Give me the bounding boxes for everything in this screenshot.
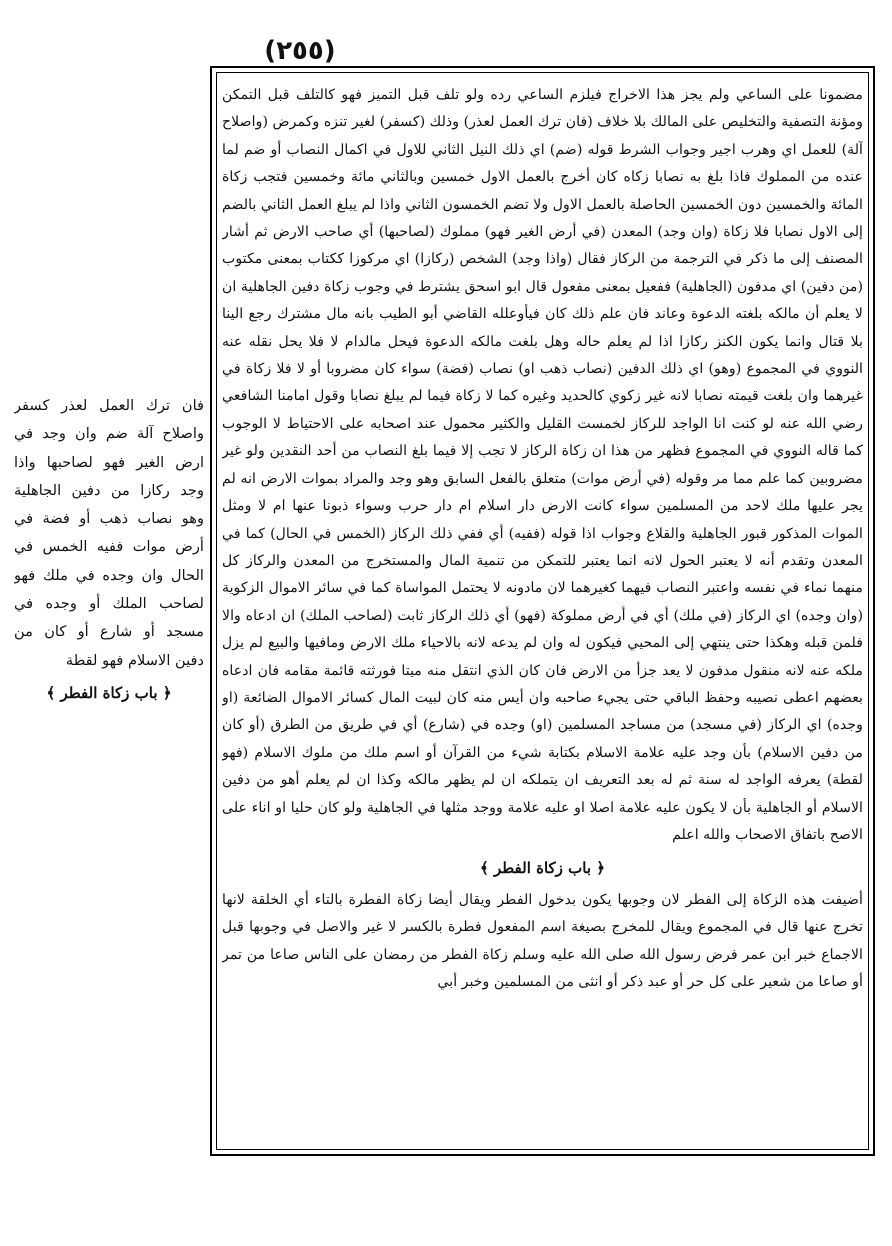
chapter-heading: ﴿ باب زكاة الفطر ﴾ [479, 859, 606, 878]
margin-note [14, 392, 204, 707]
page-number: (٢٥٥) [264, 36, 336, 66]
margin-note-text: فان ترك العمل لعذر كسفر واصلاح آلة ضم وان وجد في ارض الغير فهو لصاحبها واذا وجد ركازا من دفين الجاهلية وهو نصاب ذهب أو فضة في أرض موات ففيه الخمس في الحال وان وجده في ملك فهو لصاحب الملك أو وجده في مسجد أو شارع أو كان من دفين الاسلام فهو لقطة [14, 397, 204, 669]
main-paragraph-2: أضيفت هذه الزكاة إلى الفطر لان وجوبها يكون بدخول الفطر ويقال أيضا زكاة الفطرة بالتاء أي الخلقة لانها تخرج عنها قال في المجموع ويقال للمخرج بصيغة اسم المفعول فطرة بالكسر لا غير والاصل في وجوبها قبل الاجماع خبر ابن عمر فرض رسول الله صلى الله عليه وسلم زكاة الفطر من رمضان على الناس صاعا من تمر أو صاعا من شعير على كل حر أو عبد ذكر أو انثى من المسلمين وخبر أبي [222, 891, 863, 990]
main-text-body [222, 82, 863, 1144]
main-paragraph-1: مضمونا على الساعي ولم يجز هذا الاخراج فيلزم الساعي رده ولو تلف قبل التميز فهو كالتلف قبل التمكن ومؤنة التصفية والتخليص على المالك بلا خلاف (فان ترك العمل لعذر) وذلك (كسفر) لغير تنزه وكمرض (واصلاح آلة) للعمل اي وهرب اجير وجواب الشرط قوله (ضم) اي ذلك النيل الثاني للاول في اكمال النصاب أو ضم لما عنده من المملوك فاذا بلغ به نصابا زكاه كان أخرج بالعمل الاول خمسين وبالثاني مائة وخمسين فتجب زكاة المائة والخمسين دون الخمسين الحاصلة بالعمل الاول ولا تضم الخمسون الثاني واذا لم يبلغ العمل الثاني بالضم إلى الاول نصابا فلا زكاة (وان وجد) المعدن (في أرض الغير فهو) مملوك (لصاحبها) أي صاحب الارض ثم أشار المصنف إلى ما ذكر في الترجمة من الركاز فقال (واذا وجد) الشخص (ركازا) اي مركوزا ككتاب بمعنى مكتوب (من دفين) اي مدفون (الجاهلية) ففعيل بمعنى مفعول قال ابو اسحق يشترط في وجوب زكاة دفين الجاهلية ان لا يعلم أن مالكه بلغته الدعوة وعاند فان علم ذلك كان فيأوعلله القاضي أبو الطيب بانه مال مشترك رجع الينا بلا قتال وانما يكون الكنز ركازا اذا لم يعلم حاله وهل بلغت مالكه الدعوة فيحل مالدام لا فلا يحل نقله عنه النووي في المجموع (وهو) اي ذلك الدفين (نصاب ذهب او) نصاب (فضة) سواء كان مضروبا أو لا فلا زكاة في غيرهما وان بلغت قيمته نصابا لانه غير زكوي كالحديد وغيره كما لا زكاة فيما لم يبلغ نصابا وقول امامنا الشافعي رضي الله عنه لو كنت انا الواجد للركاز لخمست القليل والكثير محمول عند اصحابه على الاحتياط لا الوجوب كما قاله النووي في المجموع فظهر من هذا ان زكاة الركاز لا تجب إلا فيما بلغ النصاب من أحد النقدين ولو غير مضروبين كما علم مما مر وقوله (في أرض موات) متعلق بالفعل السابق وهو وجد والمراد بموات الارض انه لم يجر عليها ملك لاحد من المسلمين سواء كانت الارض دار اسلام ام دار حرب وسواء ذبونا عنها ام لا ومثل الموات المذكور قبور الجاهلية والقلاع وجواب اذا قوله (ففيه) أي ففي ذلك الركاز (الخمس في الحال) كما في المعدن وتقدم أنه لا يعتبر الحول لانه انما يعتبر للتمكن من تنمية المال والمستخرج من المعدن والركاز كل منهما نماء في نفسه واعتبر النصاب فيهما كغيرهما لان مادونه لا يحتمل المواساة كما في سائر الاموال الزكوية (وان وجده) اي الركاز (في ملك) أي في أرض مملوكة (فهو) أي ذلك الركاز ثابت (لصاحب الملك) ان ادعاه والا فلمن قبله وهكذا حتى ينتهي إلى المحيي فيكون له وان لم يدعه لانه بالاحياء ملك الارض ومافيها والبيع لم يزل ملكه عنه لانه منقول مدفون لا يعد جزأ من الارض فان كان الذي انتقل منه ميتا فورثته قائمة مقامه فان ادعاه بعضهم اعطى نصيبه وحفظ الباقي حتى يجيء صاحبه وان أيس منه كان لبيت المال كسائر الاموال الضائعة (او وجده) اي الركاز (في مسجد) من مساجد المسلمين (او) وجده في (شارع) أي في طريق من الطرق (أو كان من دفين الاسلام) بأن وجد عليه علامة الاسلام بكتابة شيء من القرآن أو اسم ملك من ملوك الاسلام (فهو لقطة) يعرفه الواجد له سنة ثم له بعد التعريف ان يتملكه ان لم يظهر مالكه وكذا ان لم يعلم أهو من دفين الاسلام أو الجاهلية بأن لا يكون عليه علامة اصلا او عليه علامة ووجد مثلها في الجاهلية ولو كان حليا او اناء على الاصح باتفاق الاصحاب والله اعلم [222, 87, 863, 843]
main-text-frame [210, 66, 875, 1156]
margin-note-heading: ﴿ باب زكاة الفطر ﴾ [46, 683, 172, 702]
